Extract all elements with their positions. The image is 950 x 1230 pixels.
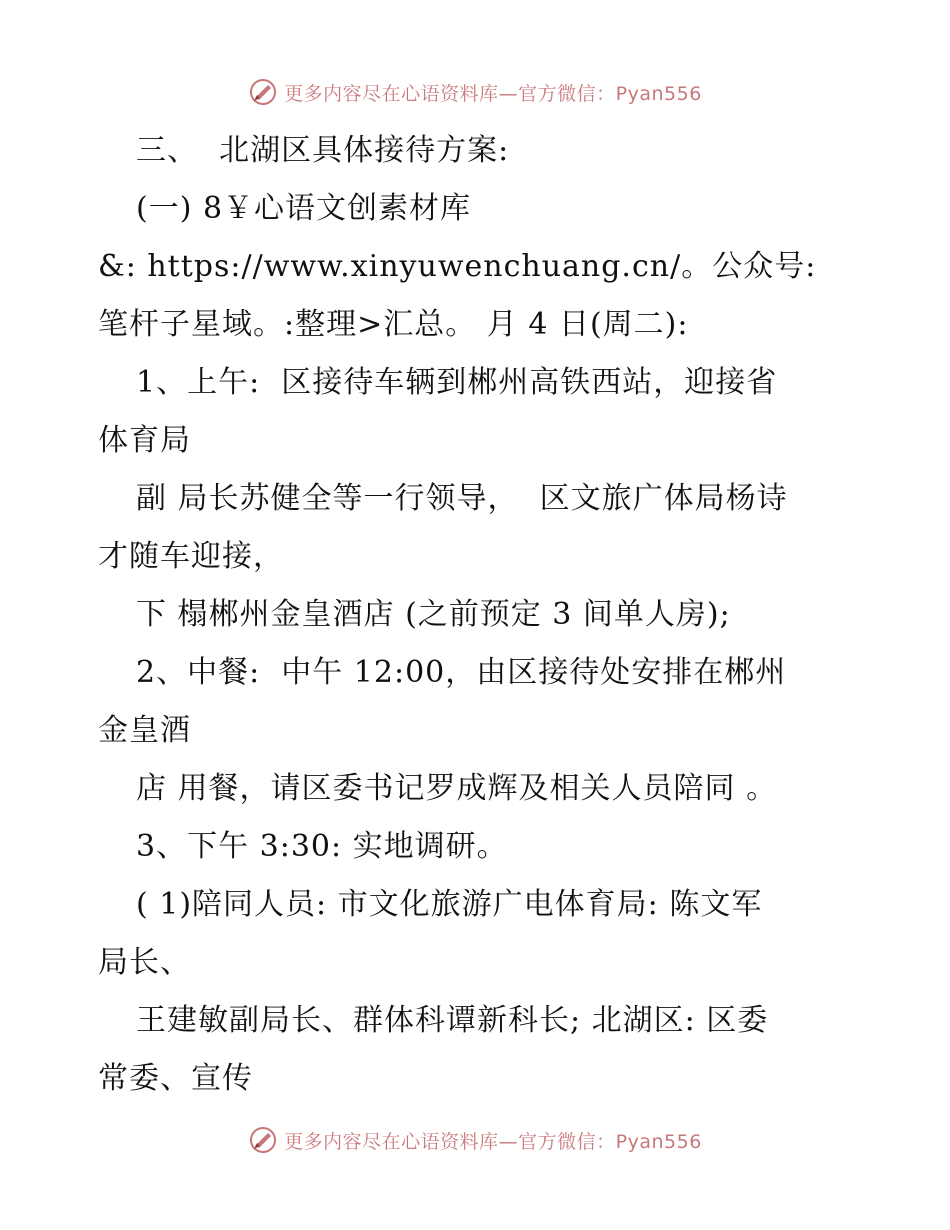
text-line: 局长、 bbox=[98, 945, 191, 980]
text-line: ( 1)陪同人员: 市文化旅游广电体育局: 陈文军 bbox=[136, 887, 763, 922]
scroll-pen-logo-icon bbox=[248, 77, 278, 107]
subsection-heading: (一) 8￥心语文创素材库 bbox=[136, 191, 472, 226]
document-body bbox=[98, 122, 858, 1108]
text-line: 才随车迎接， bbox=[98, 539, 284, 574]
section-heading: 三、 北湖区具体接待方案: bbox=[136, 133, 510, 168]
scroll-pen-logo-icon bbox=[248, 1125, 278, 1155]
text-line: 金皇酒 bbox=[98, 713, 191, 748]
watermark-text: 更多内容尽在心语资料库—官方微信：Pyan556 bbox=[284, 1130, 702, 1153]
footer-watermark bbox=[0, 1120, 950, 1160]
text-line: 王建敏副局长、群体科谭新科长; 北湖区: 区委 bbox=[136, 1003, 769, 1038]
text-line: 3、下午 3:30: 实地调研。 bbox=[136, 829, 508, 864]
watermark-text: 更多内容尽在心语资料库—官方微信：Pyan556 bbox=[284, 82, 702, 105]
text-line: 下 榻郴州金皇酒店 (之前预定 3 间单人房); bbox=[136, 597, 731, 632]
text-line: 店 用餐，请区委书记罗成辉及相关人员陪同 。 bbox=[136, 771, 778, 806]
text-line: 常委、宣传 bbox=[98, 1061, 253, 1096]
header-watermark bbox=[0, 72, 950, 112]
text-line: &: https://www.xinyuwenchuang.cn/。公众号: bbox=[98, 249, 817, 284]
text-line: 副 局长苏健全等一行领导， 区文旅广体局杨诗 bbox=[136, 481, 788, 516]
text-line: 1、上午: 区接待车辆到郴州高铁西站，迎接省 bbox=[136, 365, 778, 400]
text-line: 2、中餐: 中午 12:00，由区接待处安排在郴州 bbox=[136, 655, 787, 690]
text-line: 笔杆子星域。:整理>汇总。 月 4 日(周二): bbox=[98, 307, 689, 342]
text-line: 体育局 bbox=[98, 423, 191, 458]
